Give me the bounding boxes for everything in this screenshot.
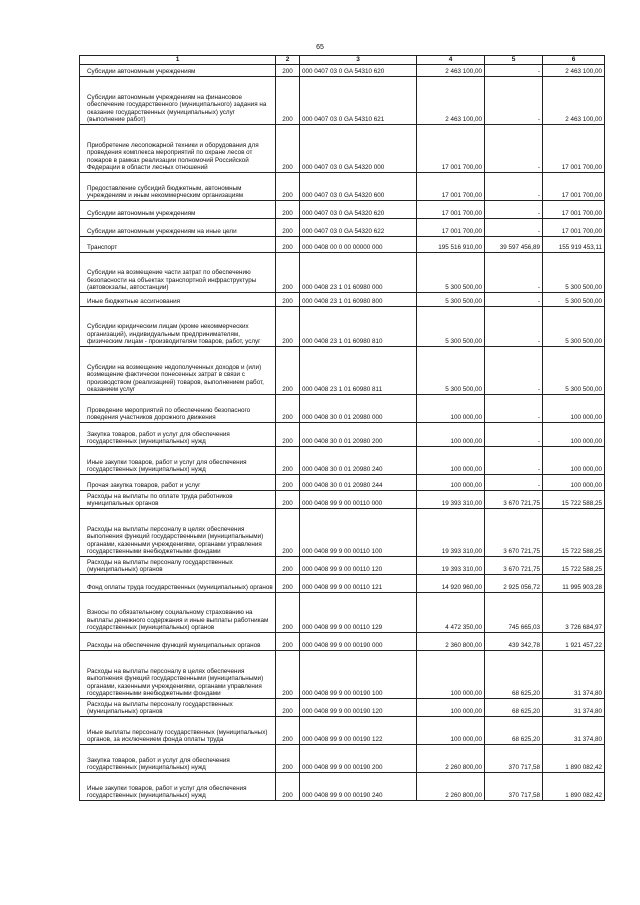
row-code: 200 — [276, 745, 300, 773]
row-code: 200 — [276, 395, 300, 423]
row-kbk: 000 0408 23 1 01 60980 800 — [300, 293, 417, 307]
row-code: 200 — [276, 717, 300, 745]
column-header: 5 — [485, 56, 543, 65]
table-row — [80, 593, 605, 633]
row-kbk: 000 0407 03 0 GA 54320 622 — [300, 219, 417, 237]
row-name: Прочая закупка товаров, работ и услуг — [80, 475, 276, 491]
table-row — [80, 491, 605, 509]
row-remaining: 5 300 500,00 — [543, 293, 605, 307]
row-executed: - — [485, 219, 543, 237]
row-approved: 19 393 310,00 — [417, 491, 485, 509]
row-name: Закупка товаров, работ и услуг для обеспечения государственных (муниципальных) нужд — [80, 745, 276, 773]
row-name: Проведение мероприятий по обеспечению безопасного поведения участников дорожного движения — [80, 395, 276, 423]
row-remaining: 2 463 100,00 — [543, 65, 605, 77]
table-row — [80, 699, 605, 717]
row-executed: 2 925 056,72 — [485, 575, 543, 593]
row-executed: - — [485, 293, 543, 307]
row-name: Иные выплаты персоналу государственных (муниципальных) органов, за исключением фонда оплаты труда — [80, 717, 276, 745]
row-kbk: 000 0408 99 9 00 00110 100 — [300, 509, 417, 557]
row-executed: 370 717,58 — [485, 773, 543, 801]
row-approved: 2 360 800,00 — [417, 633, 485, 651]
row-approved: 100 000,00 — [417, 475, 485, 491]
row-name: Субсидии автономным учреждениям — [80, 201, 276, 219]
row-name: Расходы на обеспечение функций муниципальных органов — [80, 633, 276, 651]
row-code: 200 — [276, 219, 300, 237]
row-remaining: 15 722 588,25 — [543, 557, 605, 575]
row-name: Субсидии на возмещение недополученных доходов и (или) возмещение фактически понесенных затрат в связи с производством (реализацией) товаров, выполнением работ, оказанием услуг — [80, 347, 276, 395]
row-kbk: 000 0408 99 9 00 00190 100 — [300, 651, 417, 699]
row-approved: 5 300 500,00 — [417, 293, 485, 307]
row-kbk: 000 0407 03 0 GA 54320 620 — [300, 201, 417, 219]
table-row — [80, 773, 605, 801]
table-row — [80, 745, 605, 773]
row-code: 200 — [276, 651, 300, 699]
table-row — [80, 307, 605, 347]
row-remaining: 1 890 082,42 — [543, 773, 605, 801]
row-approved: 17 001 700,00 — [417, 201, 485, 219]
row-executed: 68 625,20 — [485, 699, 543, 717]
row-approved: 195 516 910,00 — [417, 237, 485, 253]
row-name: Транспорт — [80, 237, 276, 253]
row-approved: 17 001 700,00 — [417, 125, 485, 173]
row-kbk: 000 0408 99 9 00 00190 200 — [300, 745, 417, 773]
row-remaining: 1 921 457,22 — [543, 633, 605, 651]
row-executed: - — [485, 77, 543, 125]
row-name: Субсидии автономным учреждениям на финансовое обеспечение государственного (муниципального) задания на оказание государственных (муниципальных) услуг (выполнение работ) — [80, 77, 276, 125]
column-header: 6 — [543, 56, 605, 65]
row-executed: - — [485, 65, 543, 77]
row-executed: - — [485, 173, 543, 201]
row-approved: 2 260 800,00 — [417, 773, 485, 801]
row-approved: 19 393 310,00 — [417, 557, 485, 575]
row-kbk: 000 0408 99 9 00 00190 000 — [300, 633, 417, 651]
table-row — [80, 395, 605, 423]
row-remaining: 15 722 588,25 — [543, 491, 605, 509]
row-code: 200 — [276, 125, 300, 173]
row-approved: 100 000,00 — [417, 395, 485, 423]
row-approved: 17 001 700,00 — [417, 219, 485, 237]
row-kbk: 000 0408 99 9 00 00110 000 — [300, 491, 417, 509]
row-remaining: 2 463 100,00 — [543, 77, 605, 125]
page-number: 65 — [316, 44, 324, 51]
row-remaining: 17 001 700,00 — [543, 219, 605, 237]
row-code: 200 — [276, 699, 300, 717]
row-kbk: 000 0408 99 9 00 00110 120 — [300, 557, 417, 575]
row-remaining: 155 919 453,11 — [543, 237, 605, 253]
row-code: 200 — [276, 773, 300, 801]
row-remaining: 31 374,80 — [543, 651, 605, 699]
row-kbk: 000 0408 23 1 01 60980 000 — [300, 253, 417, 293]
row-executed: 370 717,58 — [485, 745, 543, 773]
row-kbk: 000 0407 03 0 GA 54320 600 — [300, 173, 417, 201]
row-executed: - — [485, 201, 543, 219]
row-kbk: 000 0408 99 9 00 00110 121 — [300, 575, 417, 593]
column-header: 1 — [80, 56, 276, 65]
row-kbk: 000 0407 03 0 GA 54310 620 — [300, 65, 417, 77]
row-name: Расходы на выплаты персоналу в целях обеспечения выполнения функций государственными (муниципальными) органами, казенными учреждениями, органами управления государственными внебюджетными фондами — [80, 651, 276, 699]
table-row — [80, 347, 605, 395]
row-code: 200 — [276, 77, 300, 125]
table-row — [80, 237, 605, 253]
row-code: 200 — [276, 423, 300, 447]
row-name: Расходы на выплаты персоналу государственных (муниципальных) органов — [80, 557, 276, 575]
table-row — [80, 65, 605, 77]
row-approved: 2 260 800,00 — [417, 745, 485, 773]
row-code: 200 — [276, 347, 300, 395]
column-header: 3 — [300, 56, 417, 65]
row-remaining: 5 300 500,00 — [543, 253, 605, 293]
row-approved: 19 393 310,00 — [417, 509, 485, 557]
row-kbk: 000 0408 99 9 00 00190 240 — [300, 773, 417, 801]
row-executed: - — [485, 447, 543, 475]
table-row — [80, 509, 605, 557]
row-approved: 100 000,00 — [417, 699, 485, 717]
row-executed: - — [485, 307, 543, 347]
row-kbk: 000 0408 99 9 00 00190 122 — [300, 717, 417, 745]
row-approved: 4 472 350,00 — [417, 593, 485, 633]
row-remaining: 3 726 684,97 — [543, 593, 605, 633]
row-name: Взносы по обязательному социальному страхованию на выплаты денежного содержания и иные выплаты работникам государственных (муниципальных) органов — [80, 593, 276, 633]
row-code: 200 — [276, 65, 300, 77]
row-approved: 2 463 100,00 — [417, 65, 485, 77]
header-row — [80, 56, 605, 65]
row-approved: 100 000,00 — [417, 423, 485, 447]
row-kbk: 000 0408 30 0 01 20980 200 — [300, 423, 417, 447]
table-row — [80, 125, 605, 173]
row-approved: 5 300 500,00 — [417, 347, 485, 395]
row-executed: 3 670 721,75 — [485, 509, 543, 557]
row-code: 200 — [276, 475, 300, 491]
table-row — [80, 575, 605, 593]
row-kbk: 000 0408 30 0 01 20980 244 — [300, 475, 417, 491]
row-remaining: 1 890 082,42 — [543, 745, 605, 773]
row-kbk: 000 0408 99 9 00 00190 120 — [300, 699, 417, 717]
row-approved: 14 920 960,00 — [417, 575, 485, 593]
row-remaining: 100 000,00 — [543, 447, 605, 475]
row-approved: 5 300 500,00 — [417, 253, 485, 293]
row-code: 200 — [276, 593, 300, 633]
row-executed: - — [485, 395, 543, 423]
row-remaining: 31 374,80 — [543, 717, 605, 745]
row-remaining: 11 995 903,28 — [543, 575, 605, 593]
row-kbk: 000 0408 23 1 01 60980 810 — [300, 307, 417, 347]
row-approved: 5 300 500,00 — [417, 307, 485, 347]
table-row — [80, 201, 605, 219]
row-name: Субсидии на возмещение части затрат по обеспечению безопасности на объектах транспортной инфраструктуры (автовокзалы, автостанции) — [80, 253, 276, 293]
row-code: 200 — [276, 201, 300, 219]
table-row — [80, 77, 605, 125]
row-remaining: 17 001 700,00 — [543, 125, 605, 173]
row-code: 200 — [276, 253, 300, 293]
column-header: 2 — [276, 56, 300, 65]
row-remaining: 100 000,00 — [543, 475, 605, 491]
row-executed: 3 670 721,75 — [485, 491, 543, 509]
row-approved: 100 000,00 — [417, 447, 485, 475]
row-approved: 100 000,00 — [417, 717, 485, 745]
row-kbk: 000 0407 03 0 GA 54320 000 — [300, 125, 417, 173]
row-executed: 439 342,78 — [485, 633, 543, 651]
row-remaining: 100 000,00 — [543, 423, 605, 447]
row-name: Субсидии автономным учреждениям — [80, 65, 276, 77]
row-code: 200 — [276, 509, 300, 557]
row-remaining: 15 722 588,25 — [543, 509, 605, 557]
table-row — [80, 633, 605, 651]
table-row — [80, 219, 605, 237]
row-executed: - — [485, 423, 543, 447]
row-code: 200 — [276, 307, 300, 347]
row-remaining: 17 001 700,00 — [543, 201, 605, 219]
table-row — [80, 651, 605, 699]
row-executed: 745 665,03 — [485, 593, 543, 633]
row-name: Закупка товаров, работ и услуг для обеспечения государственных (муниципальных) нужд — [80, 423, 276, 447]
row-code: 200 — [276, 575, 300, 593]
row-code: 200 — [276, 447, 300, 475]
row-approved: 17 001 700,00 — [417, 173, 485, 201]
table-row — [80, 447, 605, 475]
row-code: 200 — [276, 237, 300, 253]
row-name: Приобретение лесопожарной техники и оборудования для проведения комплекса мероприятий по охране лесов от пожаров в рамках реализации полномочий Российской Федерации в области лесных отношений — [80, 125, 276, 173]
table-row — [80, 173, 605, 201]
row-code: 200 — [276, 491, 300, 509]
table-row — [80, 475, 605, 491]
row-code: 200 — [276, 293, 300, 307]
row-name: Фонд оплаты труда государственных (муниципальных) органов — [80, 575, 276, 593]
row-name: Субсидии автономным учреждениям на иные цели — [80, 219, 276, 237]
row-name: Иные бюджетные ассигнования — [80, 293, 276, 307]
table-row — [80, 423, 605, 447]
row-kbk: 000 0408 00 0 00 00000 000 — [300, 237, 417, 253]
row-name: Иные закупки товаров, работ и услуг для обеспечения государственных (муниципальных) нужд — [80, 447, 276, 475]
row-executed: 68 625,20 — [485, 651, 543, 699]
row-name: Расходы на выплаты персоналу государственных (муниципальных) органов — [80, 699, 276, 717]
row-kbk: 000 0408 30 0 01 20980 000 — [300, 395, 417, 423]
row-kbk: 000 0408 23 1 01 60980 811 — [300, 347, 417, 395]
row-remaining: 5 300 500,00 — [543, 307, 605, 347]
row-code: 200 — [276, 633, 300, 651]
row-name: Расходы на выплаты персоналу в целях обеспечения выполнения функций государственными (муниципальными) органами, казенными учреждениями, органами управления государственными внебюджетными фондами — [80, 509, 276, 557]
row-executed: 3 670 721,75 — [485, 557, 543, 575]
table-row — [80, 557, 605, 575]
row-remaining: 5 300 500,00 — [543, 347, 605, 395]
row-kbk: 000 0408 30 0 01 20980 240 — [300, 447, 417, 475]
table-row — [80, 717, 605, 745]
row-name: Иные закупки товаров, работ и услуг для обеспечения государственных (муниципальных) нужд — [80, 773, 276, 801]
row-code: 200 — [276, 173, 300, 201]
row-remaining: 31 374,80 — [543, 699, 605, 717]
row-kbk: 000 0407 03 0 GA 54310 621 — [300, 77, 417, 125]
table-row — [80, 293, 605, 307]
row-approved: 100 000,00 — [417, 651, 485, 699]
row-kbk: 000 0408 99 9 00 00110 129 — [300, 593, 417, 633]
row-executed: - — [485, 347, 543, 395]
column-header: 4 — [417, 56, 485, 65]
row-remaining: 17 001 700,00 — [543, 173, 605, 201]
row-executed: - — [485, 253, 543, 293]
row-executed: - — [485, 125, 543, 173]
table-row — [80, 253, 605, 293]
row-executed: 68 625,20 — [485, 717, 543, 745]
row-name: Предоставление субсидий бюджетным, автономным учреждениям и иным некоммерческим организациям — [80, 173, 276, 201]
row-name: Расходы на выплаты по оплате труда работников муниципальных органов — [80, 491, 276, 509]
row-executed: 39 597 456,89 — [485, 237, 543, 253]
row-remaining: 100 000,00 — [543, 395, 605, 423]
row-name: Субсидии юридическим лицам (кроме некоммерческих организаций), индивидуальным предпринимателям, физическим лицам - производителям товаров, работ, услуг — [80, 307, 276, 347]
row-executed: - — [485, 475, 543, 491]
budget-table — [79, 55, 605, 801]
row-approved: 2 463 100,00 — [417, 77, 485, 125]
row-code: 200 — [276, 557, 300, 575]
